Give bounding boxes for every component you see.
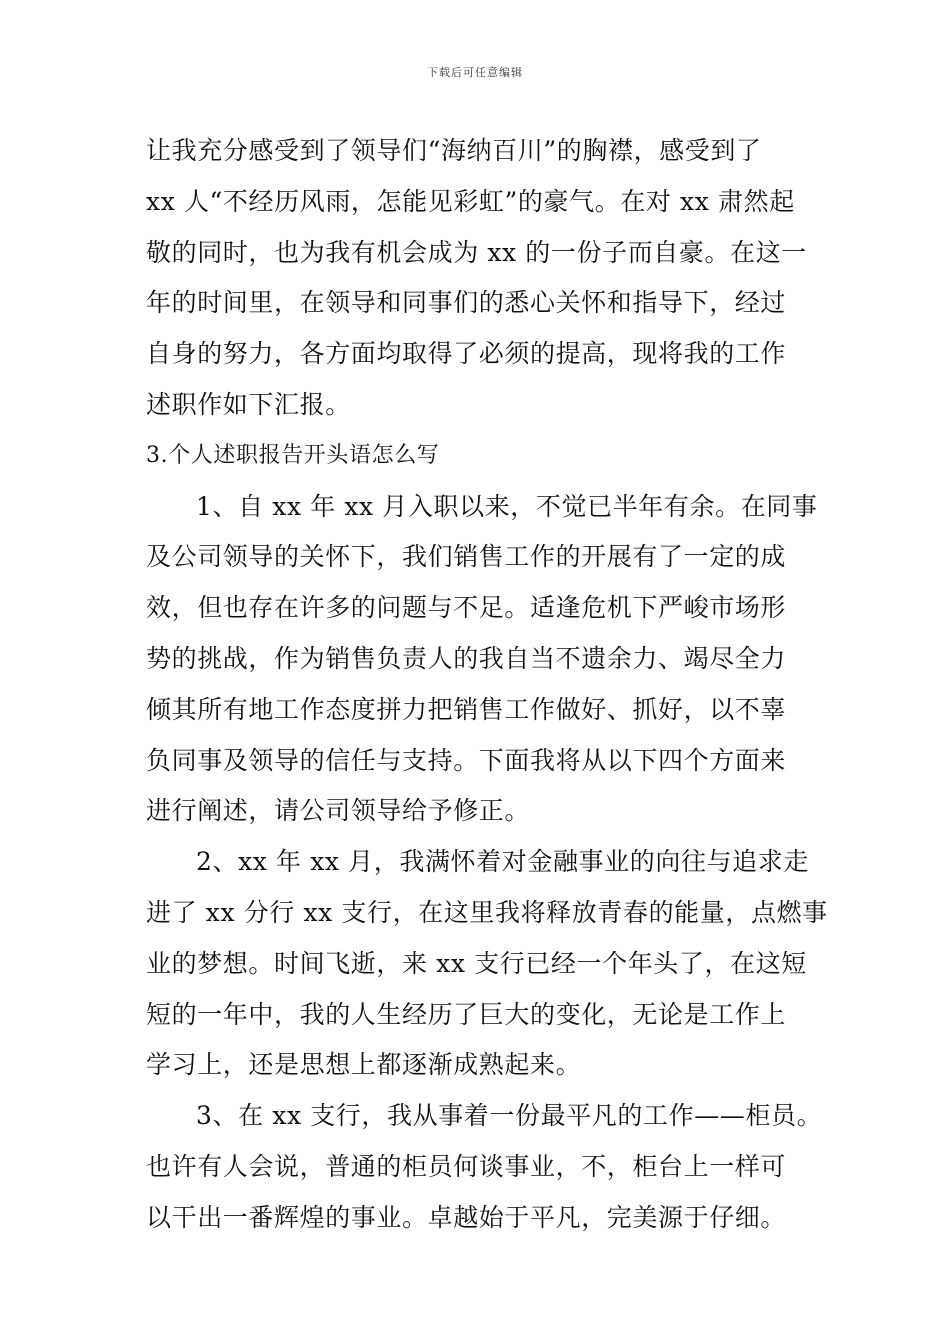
text-line: 进了 xx 分行 xx 支行，在这里我将释放青春的能量，点燃事 <box>146 897 828 927</box>
text-line: 以干出一番辉煌的事业。卓越始于平凡，完美源于仔细。 <box>146 1202 787 1232</box>
section-heading: 3.个人述职报告开头语怎么写 <box>146 442 440 468</box>
text-line: 述职作如下汇报。 <box>146 389 351 419</box>
page-header-note: 下载后可任意编辑 <box>427 66 523 79</box>
text-line: 也许有人会说，普通的柜员何谈事业，不，柜台上一样可 <box>146 1151 787 1181</box>
text-line: 负同事及领导的信任与支持。下面我将从以下四个方面来 <box>146 745 787 775</box>
text-line: xx 人“不经历风雨，怎能见彩虹”的豪气。在对 xx 肃然起 <box>146 186 795 216</box>
text-line: 自身的努力，各方面均取得了必须的提高，现将我的工作 <box>146 339 787 369</box>
paragraph-first-line: 2、xx 年 xx 月，我满怀着对金融事业的向往与追求走 <box>196 847 809 877</box>
text-line: 年的时间里，在领导和同事们的悉心关怀和指导下，经过 <box>146 288 787 318</box>
text-line: 学习上，还是思想上都逐渐成熟起来。 <box>146 1050 582 1080</box>
text-line: 短的一年中，我的人生经历了巨大的变化，无论是工作上 <box>146 999 787 1029</box>
paragraph-first-line: 1、自 xx 年 xx 月入职以来，不觉已半年有余。在同事 <box>196 491 818 521</box>
text-line: 让我充分感受到了领导们“海纳百川”的胸襟，感受到了 <box>146 136 762 165</box>
document-body <box>146 126 828 1244</box>
text-line: 进行阐述，请公司领导给予修正。 <box>146 796 531 826</box>
text-line: 敬的同时，也为我有机会成为 xx 的一份子而自豪。在这一 <box>146 237 807 267</box>
paragraph-first-line: 3、在 xx 支行，我从事着一份最平凡的工作——柜员。 <box>196 1101 823 1131</box>
text-line: 效，但也存在许多的问题与不足。适逢危机下严峻市场形 <box>146 593 787 623</box>
text-line: 业的梦想。时间飞逝，来 xx 支行已经一个年头了，在这短 <box>146 948 807 978</box>
text-line: 势的挑战，作为销售负责人的我自当不遗余力、竭尽全力 <box>146 643 787 673</box>
text-line: 及公司领导的关怀下，我们销售工作的开展有了一定的成 <box>146 542 787 572</box>
text-line: 倾其所有地工作态度拼力把销售工作做好、抓好，以不辜 <box>146 694 787 724</box>
